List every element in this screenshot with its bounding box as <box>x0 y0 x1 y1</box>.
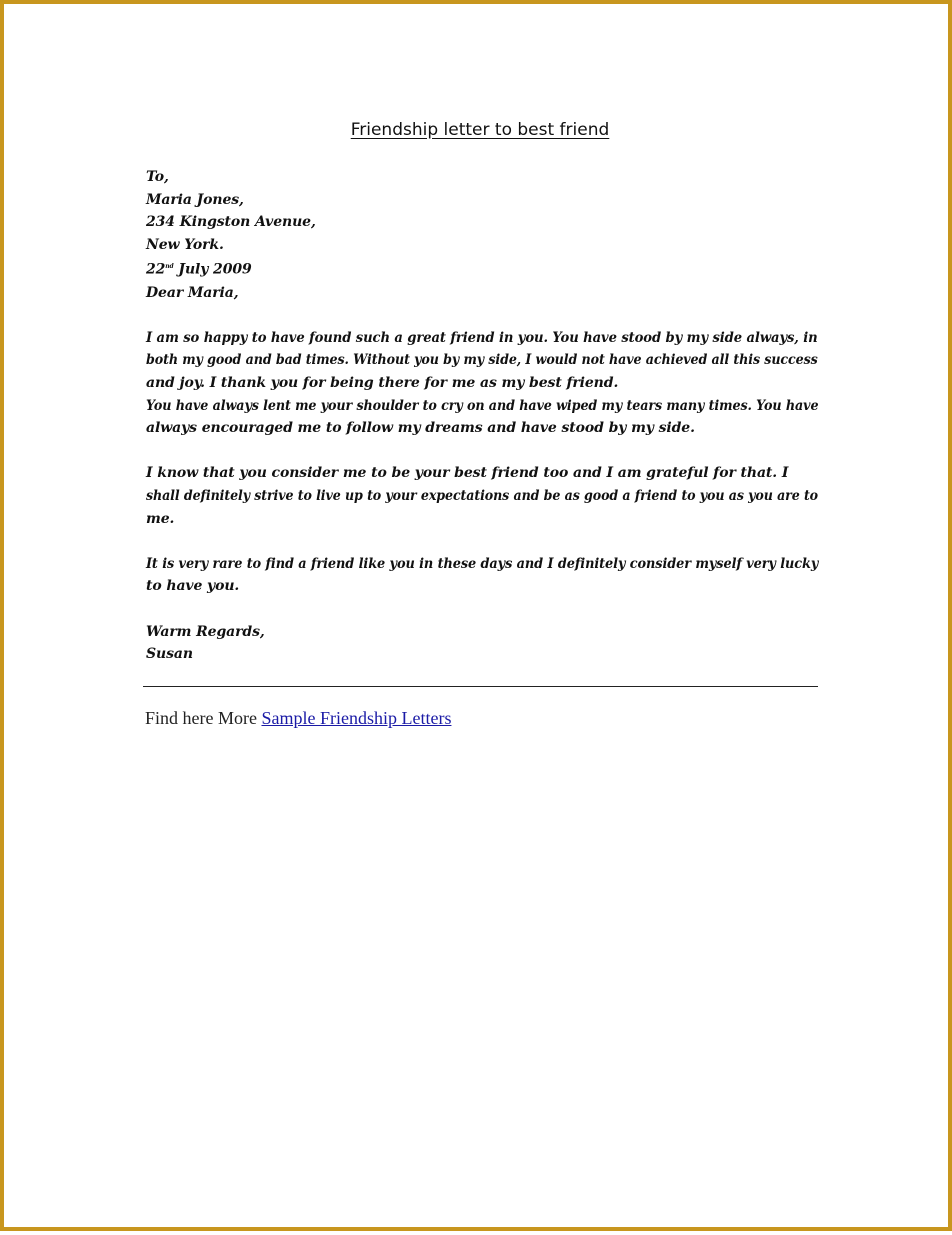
date-rest: July 2009 <box>173 262 252 279</box>
horizontal-divider <box>143 686 818 687</box>
sample-letters-link[interactable]: Sample Friendship Letters <box>261 708 452 728</box>
document-title: Friendship letter to best friend <box>350 120 610 140</box>
paragraph1-line: and joy. I thank you for being there for me as my best friend. <box>146 375 619 391</box>
footer <box>145 708 451 729</box>
paragraph-spacer <box>146 304 818 327</box>
letter-body <box>146 166 818 666</box>
paragraph3-line: It is very rare to find a friend like you in these days and I definitely consider myself very lucky <box>146 555 819 572</box>
paragraph1-line: You have always lent me your shoulder to cry on and have wiped my tears many times. You have <box>146 397 819 414</box>
recipient-street: 234 Kingston Avenue, <box>146 214 316 231</box>
date-suffix: nd <box>165 263 174 271</box>
recipient-name: Maria Jones, <box>146 191 244 208</box>
paragraph2-line: shall definitely strive to live up to your expectations and be as good a friend to you as you are to <box>146 487 819 504</box>
letter-date <box>146 256 818 281</box>
letter-page <box>4 4 952 1235</box>
paragraph2-line: me. <box>146 510 175 527</box>
paragraph1-line: both my good and bad times. Without you by my side, I would not have achieved all this success <box>146 352 818 369</box>
salutation: Dear Maria, <box>146 284 239 301</box>
date-day: 22 <box>146 262 166 279</box>
paragraph-spacer <box>146 530 818 553</box>
signature: Susan <box>146 646 193 663</box>
closing: Warm Regards, <box>146 623 265 640</box>
paragraph-spacer <box>146 440 818 463</box>
footer-prefix: Find here More <box>145 708 262 728</box>
paragraph3-line: to have you. <box>146 578 240 595</box>
paragraph2-line: I know that you consider me to be your best friend too and I am grateful for that. I <box>146 465 789 482</box>
paragraph1-line: always encouraged me to follow my dreams and have stood by my side. <box>146 420 695 437</box>
address-to: To, <box>146 169 169 185</box>
paragraph1-line: I am so happy to have found such a great friend in you. You have stood by my side always, in <box>146 329 818 346</box>
recipient-city: New York. <box>146 236 224 253</box>
paragraph-spacer <box>146 598 818 621</box>
